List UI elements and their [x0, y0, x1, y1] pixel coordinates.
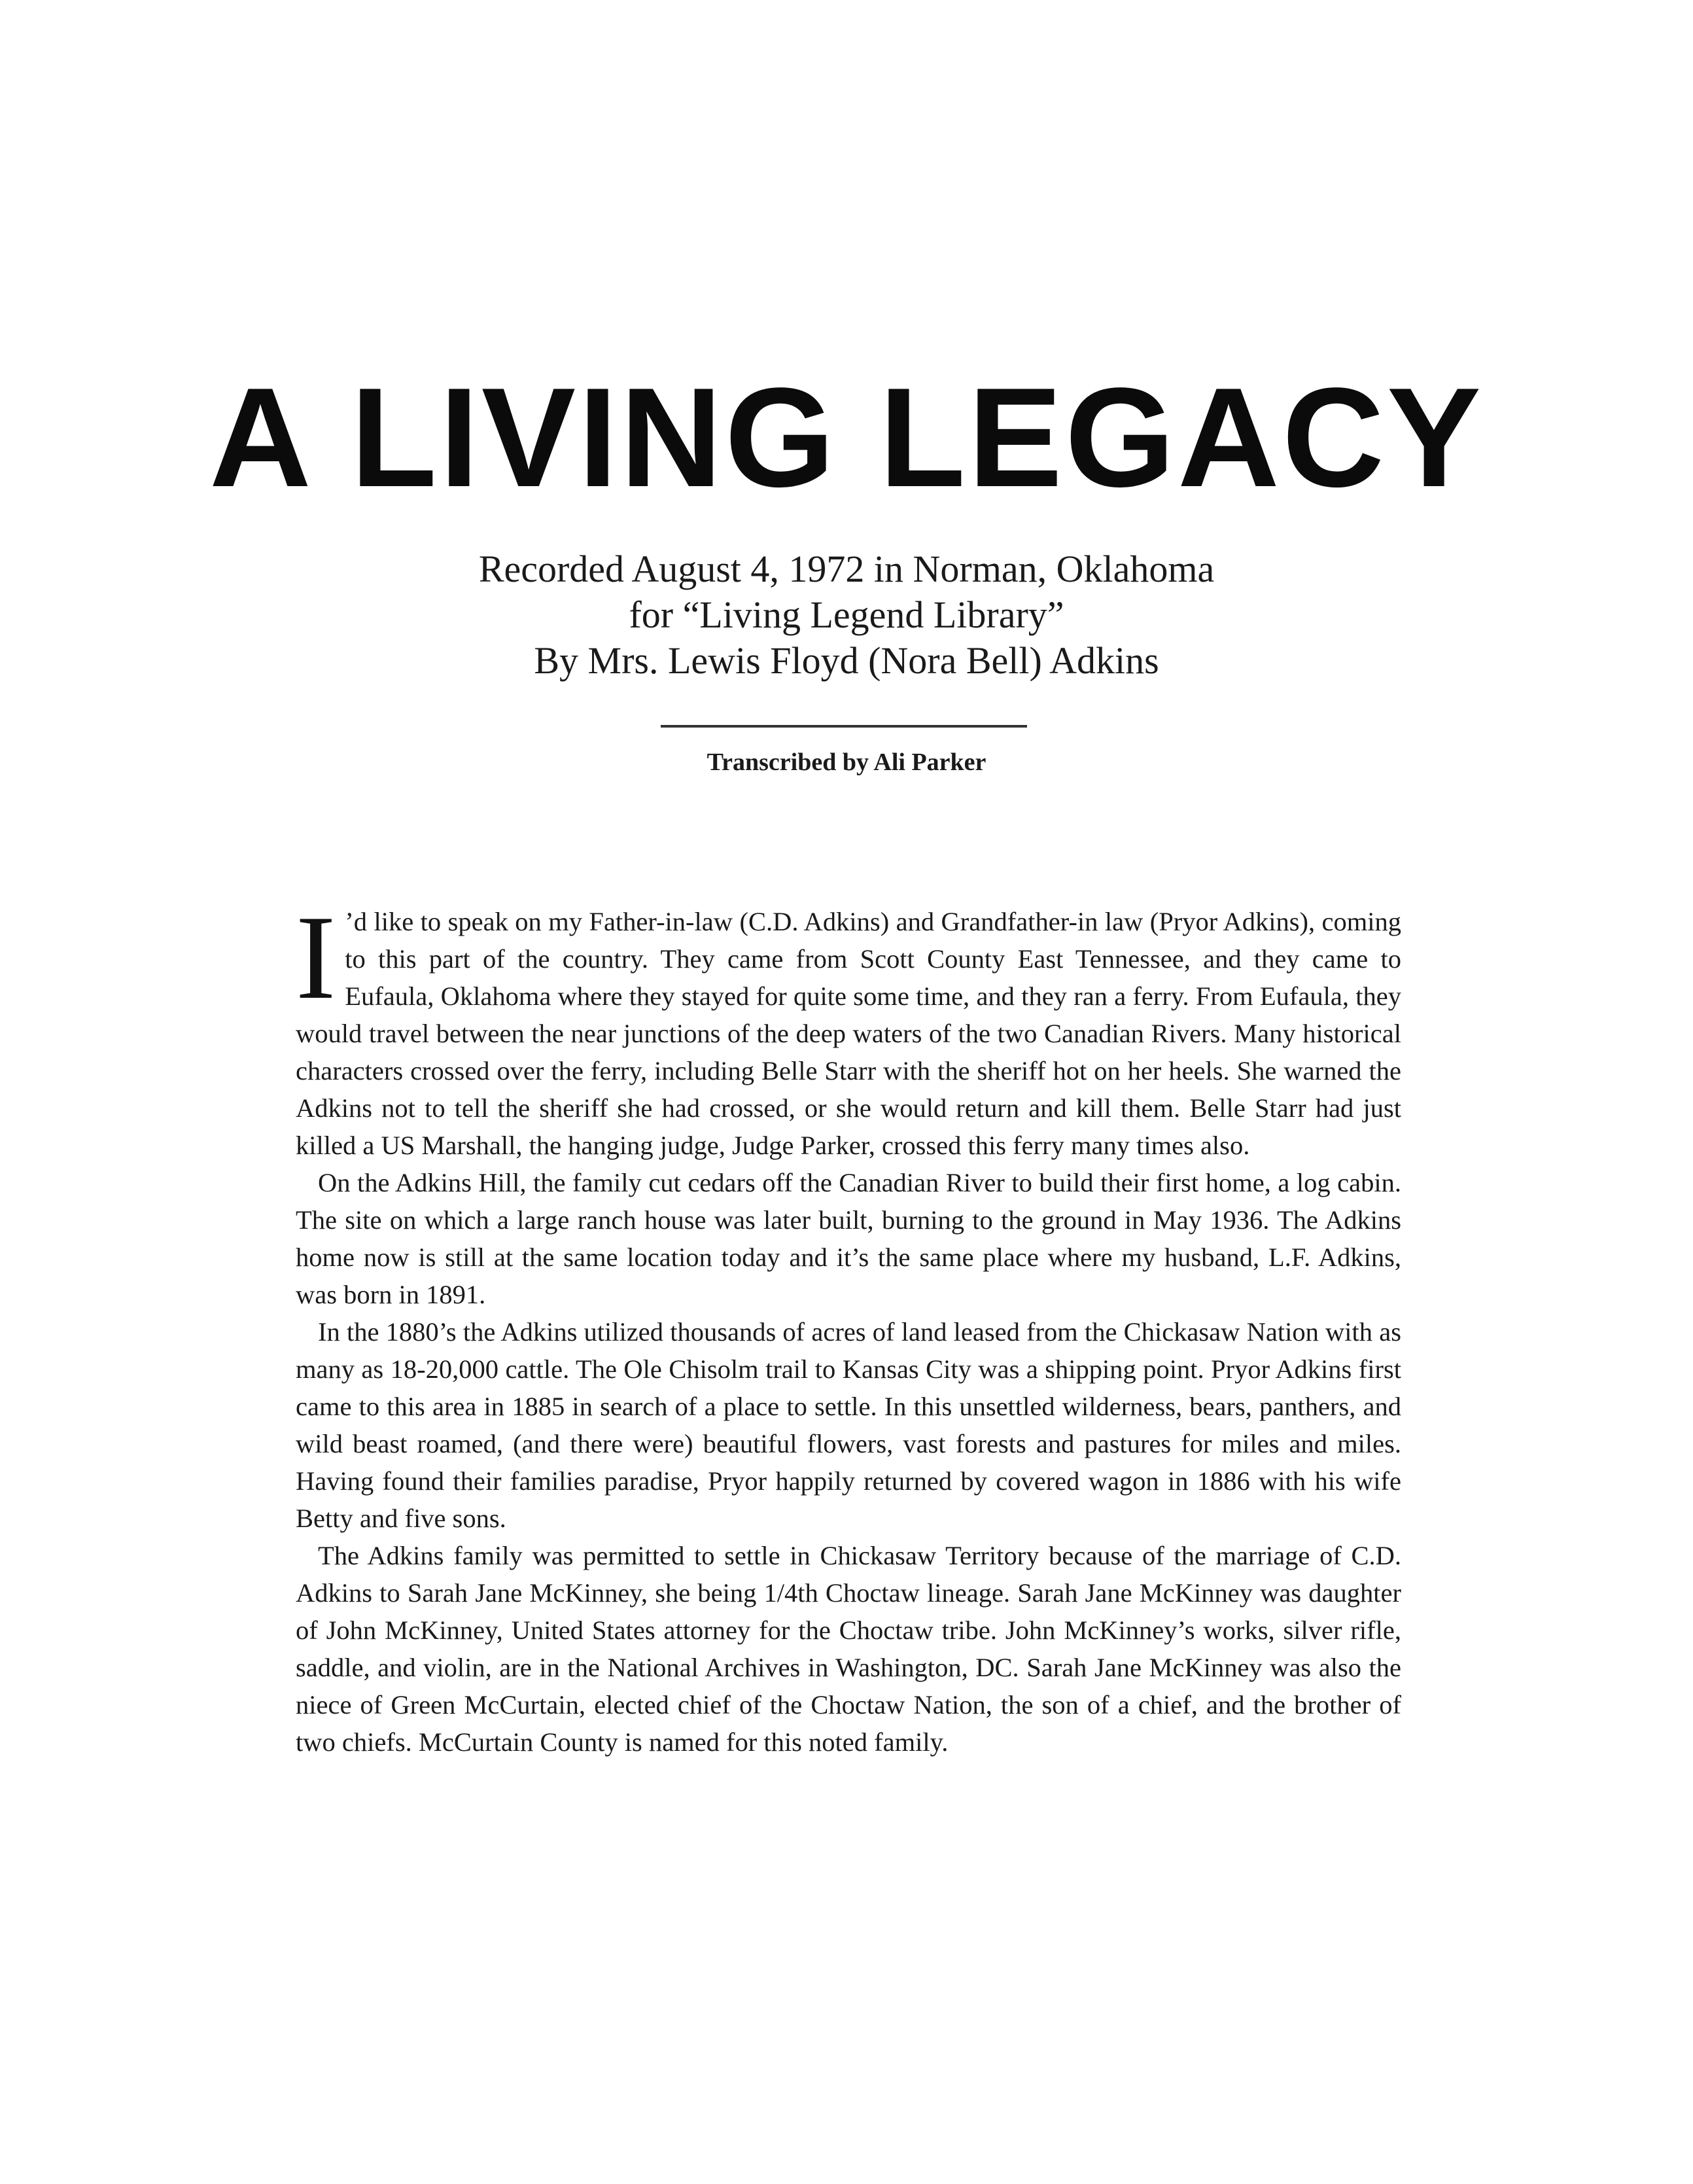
- article-paragraph: In the 1880’s the Adkins utilized thousands of acres of land leased from the Chickasaw Nation with as many as 18-20,000 cattle. The Ole Chisolm trail to Kansas City was a shipping point. Pryor Adkins first came to this area in 1885 in search of a place to settle. In this unsettled wilderness, bears, panthers, and wild beast roamed, (and there were) beautiful flowers, vast forests and pastures for miles and miles. Having found their families paradise, Pryor happily returned by covered wagon in 1886 with his wife Betty and five sons.: [296, 1317, 1401, 1533]
- subtitle-line-recorded: Recorded August 4, 1972 in Norman, Oklahoma: [478, 548, 1215, 590]
- transcriber-byline: Transcribed by Ali Parker: [707, 749, 986, 776]
- subtitle-block: [0, 546, 1693, 684]
- subtitle-line-author: By Mrs. Lewis Floyd (Nora Bell) Adkins: [534, 639, 1159, 682]
- article-paragraph: On the Adkins Hill, the family cut cedars off the Canadian River to build their first home, a log cabin. The site on which a large ranch house was later built, burning to the ground in May 1936. The Adkins home now is still at the same location today and it’s the same place where my husband, L.F. Adkins, was born in 1891.: [296, 1168, 1401, 1309]
- drop-cap: I: [296, 890, 336, 1024]
- title-divider: [661, 725, 1027, 728]
- article-paragraph: [296, 890, 1401, 1164]
- paragraph-text: ’d like to speak on my Father-in-law (C.D. Adkins) and Grandfather-in law (Pryor Adkins), coming to this part of the country. They came from Scott County East Tennessee, and they came to Eufaula, Oklahoma where they stayed for quite some time, and they ran a ferry. From Eufaula, they would travel between the near junctions of the deep waters of the two Canadian Rivers. Many historical characters crossed over the ferry, including Belle Starr with the sheriff hot on her heels. She warned the Adkins not to tell the sheriff she had crossed, or she would return and kill them. Belle Starr had just killed a US Marshall, the hanging judge, Judge Parker, crossed this ferry many times also.: [296, 907, 1401, 1160]
- article-paragraph: The Adkins family was permitted to settle in Chickasaw Territory because of the marriage of C.D. Adkins to Sarah Jane McKinney, she being 1/4th Choctaw lineage. Sarah Jane McKinney was daughter of John McKinney, United States attorney for the Choctaw tribe. John McKinney’s works, silver rifle, saddle, and violin, are in the National Archives in Washington, DC. Sarah Jane McKinney was also the niece of Green McCurtain, elected chief of the Choctaw Nation, the son of a chief, and the brother of two chiefs. McCurtain County is named for this noted family.: [296, 1541, 1401, 1757]
- article-body: [296, 890, 1401, 1761]
- subtitle-line-library: for “Living Legend Library”: [629, 593, 1064, 636]
- page-title: A LIVING LEGACY: [209, 358, 1484, 516]
